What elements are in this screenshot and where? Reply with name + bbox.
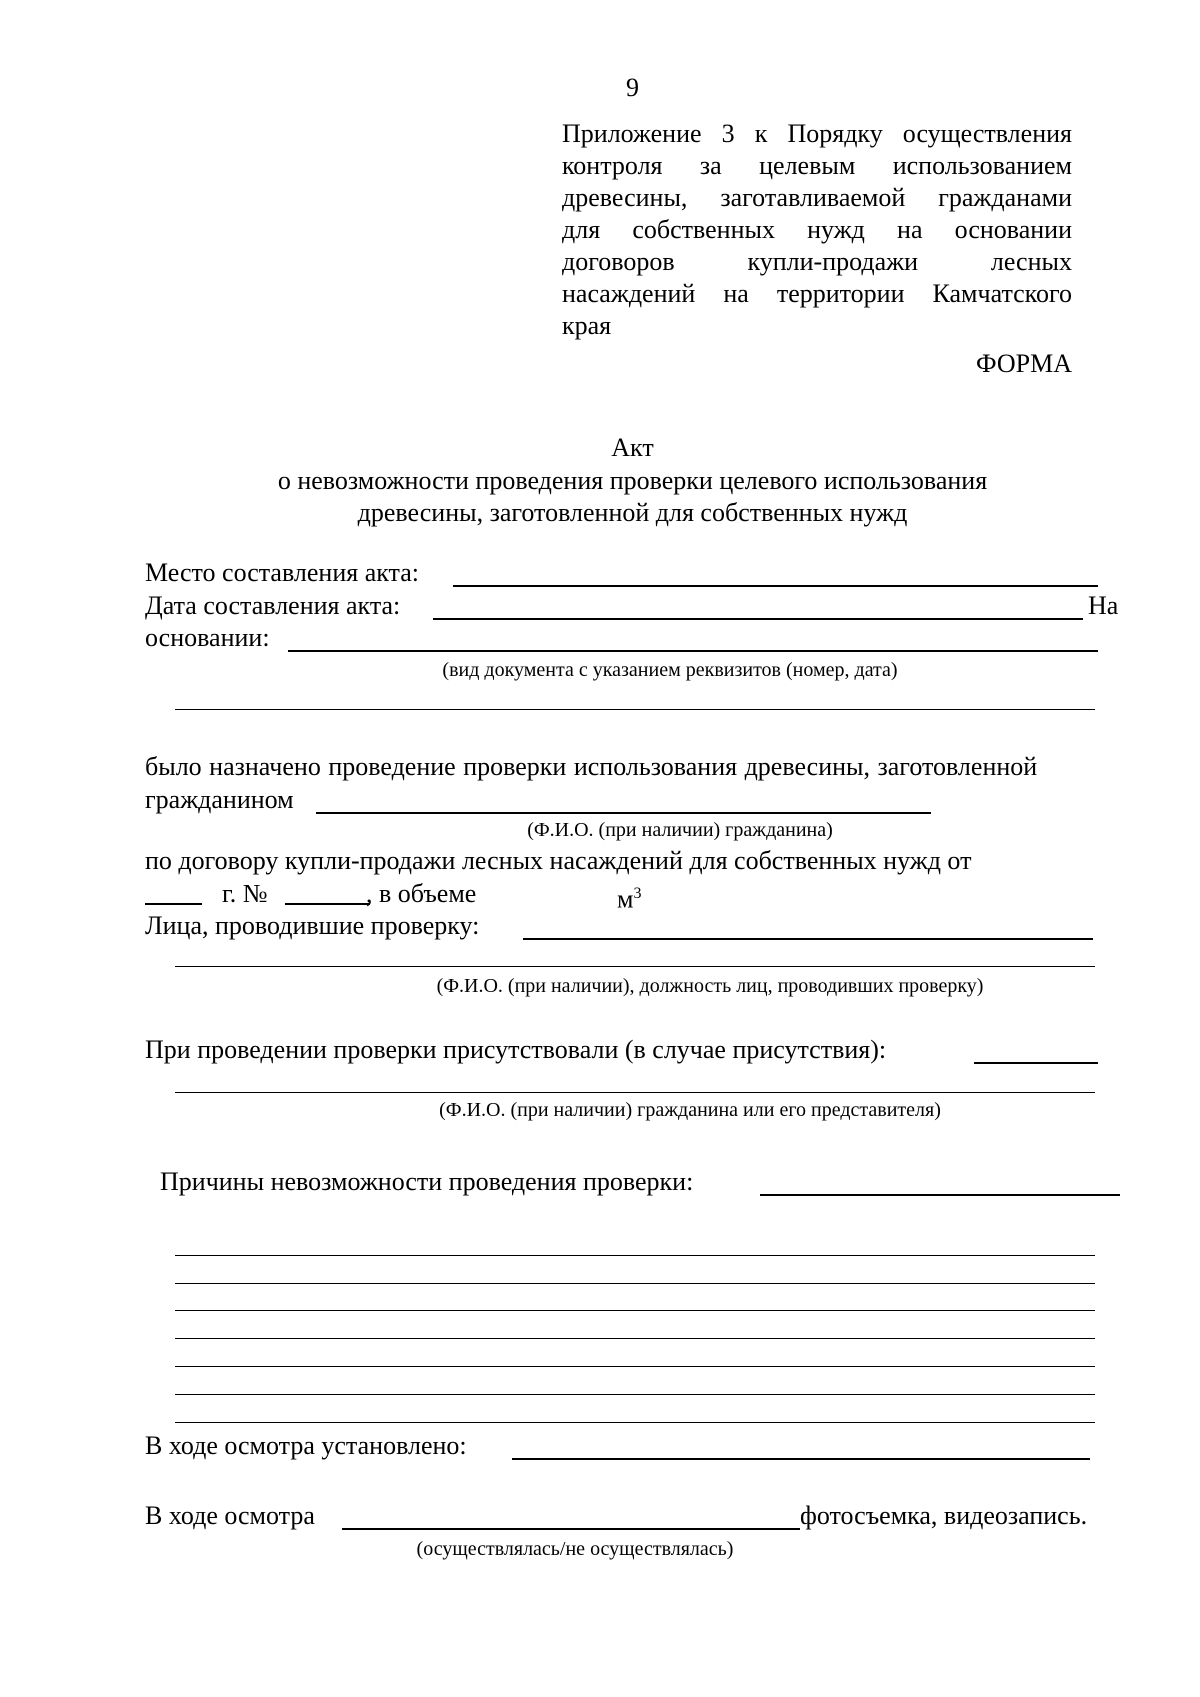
reasons-line-3[interactable] bbox=[175, 1283, 1095, 1284]
contract-text: по договору купли-продажи лесных насаждений для собственных нужд от bbox=[145, 846, 972, 875]
page-number: 9 bbox=[626, 73, 639, 102]
appendix-word: договоров bbox=[562, 247, 675, 276]
appendix-word: для bbox=[562, 215, 601, 244]
unit-text: м bbox=[617, 884, 634, 914]
appendix-word: за bbox=[699, 151, 722, 180]
established-label: В ходе осмотра установлено: bbox=[145, 1431, 467, 1460]
basis-line[interactable] bbox=[288, 650, 1098, 652]
act-subtitle-line2: древесины, заготовленной для собственных нужд bbox=[357, 498, 908, 527]
present-label: При проведении проверки присутствовали (в случае присутствия): bbox=[145, 1035, 887, 1064]
appendix-word: нужд bbox=[807, 215, 865, 244]
appendix-word: использованием bbox=[892, 151, 1072, 180]
place-line[interactable] bbox=[453, 585, 1098, 587]
act-subtitle-line1: о невозможности проведения проверки целевого использования bbox=[277, 466, 988, 495]
appendix-line bbox=[562, 214, 1072, 246]
appendix-word: на bbox=[897, 215, 923, 244]
appendix-word: контроля bbox=[562, 151, 663, 180]
appendix-word: купли-продажи bbox=[747, 247, 919, 276]
appendix-word: 3 bbox=[721, 119, 735, 148]
appendix-word: заготавливаемой bbox=[720, 183, 906, 212]
appendix-line bbox=[562, 118, 1072, 150]
unit-superscript: 3 bbox=[633, 885, 642, 902]
survey-note: (осуществлялась/не осуществлялась) bbox=[416, 1538, 734, 1560]
survey-tail: фотосъемка, видеозапись. bbox=[800, 1501, 1088, 1530]
appendix-word: Камчатского bbox=[932, 279, 1072, 308]
established-line[interactable] bbox=[512, 1458, 1090, 1460]
appendix-line bbox=[562, 182, 1072, 214]
appendix-line bbox=[562, 278, 1072, 310]
survey-label: В ходе осмотра bbox=[145, 1501, 315, 1530]
appendix-word: на bbox=[723, 279, 749, 308]
na-word: На bbox=[1088, 591, 1119, 620]
appendix-block bbox=[562, 118, 1072, 342]
survey-line[interactable] bbox=[342, 1528, 800, 1530]
assigned-text: было назначено проведение проверки использования древесины, заготовленной bbox=[145, 752, 1038, 781]
appendix-word: территории bbox=[776, 279, 905, 308]
reasons-line-8[interactable] bbox=[175, 1422, 1095, 1423]
reasons-label: Причины невозможности проведения проверки: bbox=[160, 1167, 694, 1196]
appendix-word: насаждений bbox=[562, 279, 696, 308]
reasons-line-2[interactable] bbox=[175, 1255, 1095, 1256]
reasons-line-6[interactable] bbox=[175, 1366, 1095, 1367]
contract-date-line[interactable] bbox=[145, 903, 202, 905]
form-label: ФОРМА bbox=[976, 349, 1072, 378]
present-line[interactable] bbox=[974, 1062, 1098, 1064]
inspectors-label: Лица, проводившие проверку: bbox=[145, 911, 480, 940]
place-label: Место составления акта: bbox=[145, 558, 419, 587]
appendix-word: целевым bbox=[759, 151, 856, 180]
volume-unit bbox=[617, 878, 641, 916]
basis-label: основании: bbox=[145, 623, 270, 652]
date-line[interactable] bbox=[433, 618, 1083, 620]
inspectors-note: (Ф.И.О. (при наличии), должность лиц, проводивших проверку) bbox=[436, 975, 984, 997]
present-line-2[interactable] bbox=[175, 1092, 1095, 1093]
reasons-line[interactable] bbox=[760, 1194, 1120, 1196]
appendix-word: Порядку bbox=[787, 119, 883, 148]
citizen-label: гражданином bbox=[145, 785, 294, 814]
basis-note: (вид документа с указанием реквизитов (номер, дата) bbox=[442, 659, 898, 681]
inspectors-line[interactable] bbox=[523, 938, 1093, 940]
present-note: (Ф.И.О. (при наличии) гражданина или его представителя) bbox=[439, 1099, 941, 1121]
contract-number-line[interactable] bbox=[285, 903, 370, 905]
appendix-line: края bbox=[562, 311, 612, 340]
year-number-label: г. № bbox=[222, 879, 268, 908]
appendix-word: древесины, bbox=[562, 183, 688, 212]
citizen-note: (Ф.И.О. (при наличии) гражданина) bbox=[527, 819, 833, 841]
reasons-line-7[interactable] bbox=[175, 1394, 1095, 1395]
appendix-word: лесных bbox=[990, 247, 1072, 276]
basis-line-2[interactable] bbox=[175, 709, 1095, 710]
reasons-line-5[interactable] bbox=[175, 1338, 1095, 1339]
appendix-line bbox=[562, 246, 1072, 278]
appendix-line bbox=[562, 150, 1072, 182]
reasons-line-4[interactable] bbox=[175, 1310, 1095, 1311]
act-title: Акт bbox=[611, 433, 654, 462]
volume-label: , в объеме bbox=[366, 879, 477, 908]
appendix-word: Приложение bbox=[562, 119, 702, 148]
citizen-line[interactable] bbox=[316, 812, 931, 814]
date-label: Дата составления акта: bbox=[145, 591, 401, 620]
inspectors-line-2[interactable] bbox=[175, 966, 1095, 967]
appendix-word: осуществления bbox=[902, 119, 1072, 148]
appendix-word: основании bbox=[954, 215, 1072, 244]
appendix-word: гражданами bbox=[938, 183, 1072, 212]
appendix-word: собственных bbox=[632, 215, 775, 244]
appendix-word: к bbox=[754, 119, 768, 148]
